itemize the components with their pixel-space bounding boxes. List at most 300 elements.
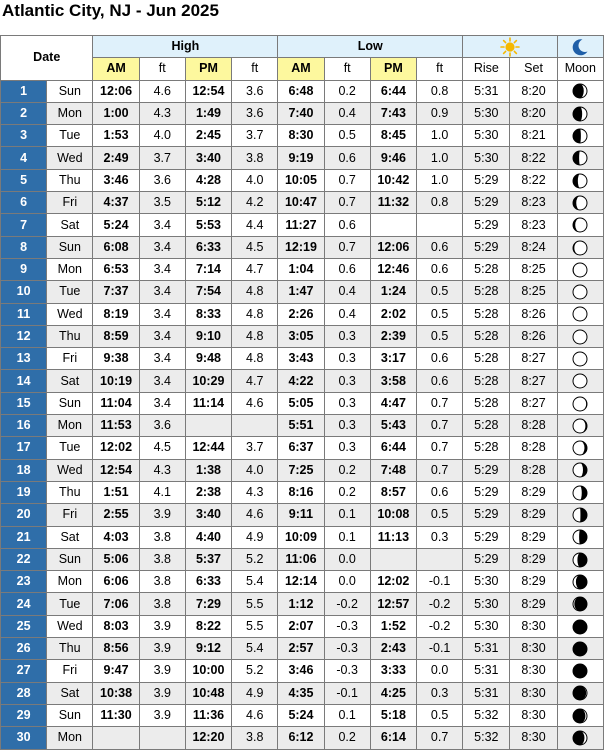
- low-am-time: 3:05: [278, 325, 324, 347]
- day-number: 11: [1, 303, 47, 325]
- low-pm-height: 0.3: [417, 526, 463, 548]
- low-am-height: 0.2: [324, 727, 370, 749]
- high-am-height: 3.4: [139, 370, 185, 392]
- low-am-time: 4:22: [278, 370, 324, 392]
- high-pm-time: 12:20: [185, 727, 231, 749]
- moon-phase-icon: [571, 618, 589, 636]
- high-am-time: 9:47: [93, 660, 139, 682]
- low-am-time: 3:43: [278, 348, 324, 370]
- sunrise: 5:30: [463, 571, 510, 593]
- high-am-time: 8:56: [93, 638, 139, 660]
- sunset: 8:25: [510, 258, 557, 280]
- low-pm-time: 3:33: [370, 660, 416, 682]
- header-moon: [557, 36, 603, 58]
- high-am-height: 3.9: [139, 682, 185, 704]
- low-am-height: -0.2: [324, 593, 370, 615]
- high-am-height: 3.9: [139, 660, 185, 682]
- high-pm-time: 4:28: [185, 169, 231, 191]
- weekday: Sun: [47, 236, 93, 258]
- moon-phase-icon: [571, 662, 589, 680]
- day-number: 16: [1, 415, 47, 437]
- high-am-height: 3.8: [139, 571, 185, 593]
- table-row: [1, 392, 604, 414]
- high-pm-time: 3:40: [185, 147, 231, 169]
- header-row-top: [1, 36, 604, 58]
- low-pm-height: -0.2: [417, 615, 463, 637]
- high-am-time: 6:08: [93, 236, 139, 258]
- low-pm-time: 2:43: [370, 638, 416, 660]
- moon-phase: [557, 727, 603, 749]
- table-row: [1, 481, 604, 503]
- sunset: 8:24: [510, 236, 557, 258]
- sunset: 8:30: [510, 615, 557, 637]
- day-number: 5: [1, 169, 47, 191]
- low-am-height: 0.6: [324, 258, 370, 280]
- high-am-height: 3.4: [139, 236, 185, 258]
- sunset: 8:30: [510, 704, 557, 726]
- moon-phase: [557, 638, 603, 660]
- high-am-height: 3.4: [139, 303, 185, 325]
- day-number: 29: [1, 704, 47, 726]
- sunset: 8:23: [510, 214, 557, 236]
- table-row: [1, 727, 604, 749]
- low-am-time: 5:24: [278, 704, 324, 726]
- low-pm-height: 0.9: [417, 102, 463, 124]
- high-am-time: 1:53: [93, 125, 139, 147]
- sunrise: 5:32: [463, 704, 510, 726]
- low-am-height: 0.5: [324, 125, 370, 147]
- low-pm-height: -0.1: [417, 638, 463, 660]
- high-pm-time: 10:29: [185, 370, 231, 392]
- table-row: [1, 169, 604, 191]
- day-number: 1: [1, 80, 47, 102]
- table-row: [1, 660, 604, 682]
- high-pm-height: 4.6: [232, 392, 278, 414]
- high-pm-time: 9:12: [185, 638, 231, 660]
- low-am-time: 5:05: [278, 392, 324, 414]
- weekday: Sat: [47, 214, 93, 236]
- moon-phase: [557, 147, 603, 169]
- high-pm-time: 10:48: [185, 682, 231, 704]
- high-pm-time: 2:45: [185, 125, 231, 147]
- day-number: 28: [1, 682, 47, 704]
- moon-phase-icon: [571, 707, 589, 725]
- day-number: 25: [1, 615, 47, 637]
- high-pm-height: 4.0: [232, 459, 278, 481]
- moon-phase-icon: [571, 305, 589, 323]
- sunrise: 5:31: [463, 80, 510, 102]
- high-am-time: 6:53: [93, 258, 139, 280]
- low-pm-time: 12:46: [370, 258, 416, 280]
- high-pm-height: 5.5: [232, 593, 278, 615]
- high-am-height: 3.5: [139, 192, 185, 214]
- low-pm-height: 1.0: [417, 147, 463, 169]
- low-am-height: 0.4: [324, 102, 370, 124]
- moon-phase: [557, 615, 603, 637]
- low-am-time: 12:19: [278, 236, 324, 258]
- high-pm-time: 7:54: [185, 281, 231, 303]
- high-am-height: 4.1: [139, 481, 185, 503]
- high-am-time: 12:54: [93, 459, 139, 481]
- weekday: Tue: [47, 125, 93, 147]
- low-am-time: 2:07: [278, 615, 324, 637]
- high-pm-height: 4.9: [232, 682, 278, 704]
- moon-phase: [557, 459, 603, 481]
- moon-phase-icon: [571, 172, 589, 190]
- low-am-time: 1:12: [278, 593, 324, 615]
- sunrise: 5:28: [463, 258, 510, 280]
- high-am-time: 12:06: [93, 80, 139, 102]
- high-am-height: 4.3: [139, 102, 185, 124]
- high-am-time: [93, 727, 139, 749]
- sunrise: 5:30: [463, 147, 510, 169]
- high-pm-height: 4.3: [232, 481, 278, 503]
- low-pm-height: 1.0: [417, 125, 463, 147]
- low-pm-time: 11:32: [370, 192, 416, 214]
- header-rise: Rise: [463, 58, 510, 80]
- moon-phase: [557, 192, 603, 214]
- high-am-height: 3.9: [139, 704, 185, 726]
- high-am-height: 3.4: [139, 214, 185, 236]
- table-row: [1, 571, 604, 593]
- low-am-height: 0.3: [324, 370, 370, 392]
- high-pm-height: 4.8: [232, 348, 278, 370]
- low-am-time: 11:06: [278, 548, 324, 570]
- weekday: Thu: [47, 169, 93, 191]
- moon-phase: [557, 281, 603, 303]
- low-am-time: 11:27: [278, 214, 324, 236]
- low-am-time: 2:57: [278, 638, 324, 660]
- moon-phase-icon: [571, 127, 589, 145]
- high-am-height: 3.6: [139, 415, 185, 437]
- weekday: Mon: [47, 571, 93, 593]
- table-row: [1, 459, 604, 481]
- low-pm-height: -0.2: [417, 593, 463, 615]
- day-number: 23: [1, 571, 47, 593]
- sunrise: 5:28: [463, 437, 510, 459]
- high-am-height: [139, 727, 185, 749]
- low-pm-height: 0.7: [417, 437, 463, 459]
- low-am-height: 0.3: [324, 437, 370, 459]
- moon-phase-icon: [571, 283, 589, 301]
- moon-phase-icon: [571, 640, 589, 658]
- low-pm-height: 0.5: [417, 325, 463, 347]
- moon-phase: [557, 303, 603, 325]
- high-am-time: 1:00: [93, 102, 139, 124]
- weekday: Wed: [47, 459, 93, 481]
- table-row: [1, 303, 604, 325]
- low-am-height: 0.1: [324, 504, 370, 526]
- low-pm-time: 10:42: [370, 169, 416, 191]
- low-am-time: 9:11: [278, 504, 324, 526]
- high-pm-height: 5.5: [232, 615, 278, 637]
- low-pm-height: 0.0: [417, 660, 463, 682]
- high-pm-time: 11:36: [185, 704, 231, 726]
- moon-phase: [557, 169, 603, 191]
- high-pm-height: 4.5: [232, 236, 278, 258]
- low-pm-time: 9:46: [370, 147, 416, 169]
- high-pm-height: 4.4: [232, 214, 278, 236]
- high-pm-time: 2:38: [185, 481, 231, 503]
- high-pm-time: 6:33: [185, 236, 231, 258]
- sunset: 8:30: [510, 682, 557, 704]
- high-am-height: 3.6: [139, 169, 185, 191]
- sunset: 8:27: [510, 370, 557, 392]
- high-am-height: 3.7: [139, 147, 185, 169]
- day-number: 15: [1, 392, 47, 414]
- day-number: 22: [1, 548, 47, 570]
- high-am-height: 4.6: [139, 80, 185, 102]
- high-am-height: 3.4: [139, 258, 185, 280]
- header-low-pm-ft: ft: [417, 58, 463, 80]
- weekday: Wed: [47, 303, 93, 325]
- weekday: Wed: [47, 615, 93, 637]
- low-pm-height: 0.5: [417, 303, 463, 325]
- sunset: 8:20: [510, 102, 557, 124]
- table-row: [1, 80, 604, 102]
- high-am-time: 9:38: [93, 348, 139, 370]
- low-pm-time: 6:44: [370, 80, 416, 102]
- low-pm-height: 0.3: [417, 682, 463, 704]
- sunset: 8:25: [510, 281, 557, 303]
- header-moon-label: Moon: [557, 58, 603, 80]
- moon-phase: [557, 704, 603, 726]
- header-high: High: [93, 36, 278, 58]
- moon-phase-icon: [571, 372, 589, 390]
- sunset: 8:28: [510, 415, 557, 437]
- moon-phase-icon: [571, 439, 589, 457]
- moon-phase-icon: [571, 239, 589, 257]
- header-low-am-ft: ft: [324, 58, 370, 80]
- high-am-time: 4:03: [93, 526, 139, 548]
- sunset: 8:29: [510, 526, 557, 548]
- high-pm-height: 4.8: [232, 303, 278, 325]
- low-pm-height: 0.7: [417, 415, 463, 437]
- table-row: [1, 370, 604, 392]
- sunrise: 5:31: [463, 638, 510, 660]
- moon-phase-icon: [571, 417, 589, 435]
- weekday: Fri: [47, 348, 93, 370]
- sunset: 8:29: [510, 504, 557, 526]
- weekday: Thu: [47, 481, 93, 503]
- high-pm-time: 10:00: [185, 660, 231, 682]
- high-pm-height: 5.2: [232, 660, 278, 682]
- weekday: Fri: [47, 660, 93, 682]
- high-am-time: 5:24: [93, 214, 139, 236]
- weekday: Sat: [47, 370, 93, 392]
- high-am-height: 3.9: [139, 615, 185, 637]
- high-am-height: 3.4: [139, 325, 185, 347]
- low-am-time: 10:47: [278, 192, 324, 214]
- low-am-height: 0.1: [324, 704, 370, 726]
- low-pm-time: 12:06: [370, 236, 416, 258]
- day-number: 2: [1, 102, 47, 124]
- low-pm-height: 0.6: [417, 236, 463, 258]
- high-pm-height: 5.2: [232, 548, 278, 570]
- page-title: Atlantic City, NJ - Jun 2025: [2, 1, 219, 20]
- high-pm-height: 4.8: [232, 281, 278, 303]
- sunrise: 5:29: [463, 481, 510, 503]
- sunset: 8:22: [510, 147, 557, 169]
- high-am-time: 8:19: [93, 303, 139, 325]
- high-am-time: 5:06: [93, 548, 139, 570]
- low-am-height: 0.7: [324, 236, 370, 258]
- high-am-height: 3.4: [139, 281, 185, 303]
- table-row: [1, 437, 604, 459]
- low-am-height: 0.6: [324, 147, 370, 169]
- low-pm-height: 0.5: [417, 504, 463, 526]
- moon-phase-icon: [571, 684, 589, 702]
- day-number: 19: [1, 481, 47, 503]
- low-pm-height: 0.6: [417, 481, 463, 503]
- header-high-pm: PM: [185, 58, 231, 80]
- low-pm-height: 0.5: [417, 704, 463, 726]
- low-am-height: 0.7: [324, 169, 370, 191]
- sunset: 8:26: [510, 325, 557, 347]
- low-am-height: 0.4: [324, 303, 370, 325]
- weekday: Fri: [47, 504, 93, 526]
- moon-phase-icon: [571, 194, 589, 212]
- weekday: Mon: [47, 102, 93, 124]
- low-am-time: 3:46: [278, 660, 324, 682]
- day-number: 4: [1, 147, 47, 169]
- weekday: Sat: [47, 526, 93, 548]
- low-am-time: 1:47: [278, 281, 324, 303]
- day-number: 13: [1, 348, 47, 370]
- low-pm-time: 6:44: [370, 437, 416, 459]
- moon-phase: [557, 325, 603, 347]
- high-am-time: 1:51: [93, 481, 139, 503]
- low-am-height: 0.6: [324, 214, 370, 236]
- table-row: [1, 214, 604, 236]
- low-am-height: -0.3: [324, 615, 370, 637]
- low-pm-time: 2:02: [370, 303, 416, 325]
- high-pm-time: 5:12: [185, 192, 231, 214]
- low-pm-time: 8:45: [370, 125, 416, 147]
- high-am-height: 3.4: [139, 392, 185, 414]
- table-row: [1, 638, 604, 660]
- header-high-am: AM: [93, 58, 139, 80]
- high-am-height: 3.8: [139, 593, 185, 615]
- sunrise: 5:31: [463, 660, 510, 682]
- high-pm-time: [185, 415, 231, 437]
- table-row: [1, 682, 604, 704]
- sunrise: 5:29: [463, 504, 510, 526]
- header-date: Date: [1, 36, 93, 81]
- high-pm-height: 4.7: [232, 258, 278, 280]
- sunrise: 5:28: [463, 281, 510, 303]
- low-pm-height: 0.6: [417, 370, 463, 392]
- high-am-time: 7:06: [93, 593, 139, 615]
- day-number: 12: [1, 325, 47, 347]
- moon-phase: [557, 437, 603, 459]
- low-pm-time: [370, 548, 416, 570]
- sunrise: 5:32: [463, 727, 510, 749]
- high-am-time: 10:38: [93, 682, 139, 704]
- sunrise: 5:29: [463, 169, 510, 191]
- high-pm-height: 5.4: [232, 571, 278, 593]
- sunset: 8:23: [510, 192, 557, 214]
- high-am-time: 8:03: [93, 615, 139, 637]
- header-low: Low: [278, 36, 463, 58]
- sunrise: 5:28: [463, 348, 510, 370]
- tide-table: [0, 35, 604, 750]
- low-pm-time: 11:13: [370, 526, 416, 548]
- moon-phase-icon: [571, 506, 589, 524]
- day-number: 24: [1, 593, 47, 615]
- sunset: 8:29: [510, 548, 557, 570]
- low-pm-time: 5:43: [370, 415, 416, 437]
- high-am-height: 4.3: [139, 459, 185, 481]
- low-pm-height: [417, 548, 463, 570]
- day-number: 17: [1, 437, 47, 459]
- table-row: [1, 415, 604, 437]
- day-number: 27: [1, 660, 47, 682]
- low-pm-time: 2:39: [370, 325, 416, 347]
- sunset: 8:30: [510, 638, 557, 660]
- low-am-height: 0.4: [324, 281, 370, 303]
- moon-phase: [557, 504, 603, 526]
- moon-phase-icon: [571, 395, 589, 413]
- high-am-height: 3.4: [139, 348, 185, 370]
- sunrise: 5:28: [463, 370, 510, 392]
- weekday: Tue: [47, 593, 93, 615]
- sunrise: 5:31: [463, 682, 510, 704]
- low-pm-time: 4:25: [370, 682, 416, 704]
- low-am-time: 1:04: [278, 258, 324, 280]
- moon-phase-icon: [571, 261, 589, 279]
- high-pm-height: 3.8: [232, 147, 278, 169]
- high-am-time: 12:02: [93, 437, 139, 459]
- moon-phase-icon: [571, 350, 589, 368]
- high-pm-height: 5.4: [232, 638, 278, 660]
- low-am-time: 7:25: [278, 459, 324, 481]
- weekday: Mon: [47, 727, 93, 749]
- low-am-height: -0.3: [324, 638, 370, 660]
- low-pm-time: 4:47: [370, 392, 416, 414]
- high-am-height: 3.8: [139, 548, 185, 570]
- high-am-time: 2:55: [93, 504, 139, 526]
- table-row: [1, 325, 604, 347]
- table-row: [1, 236, 604, 258]
- day-number: 30: [1, 727, 47, 749]
- moon-phase-icon: [571, 216, 589, 234]
- low-pm-time: 3:58: [370, 370, 416, 392]
- low-am-time: 10:09: [278, 526, 324, 548]
- moon-phase: [557, 392, 603, 414]
- high-pm-height: 4.7: [232, 370, 278, 392]
- low-am-height: -0.3: [324, 660, 370, 682]
- sunrise: 5:30: [463, 615, 510, 637]
- table-row: [1, 548, 604, 570]
- low-pm-height: 0.7: [417, 392, 463, 414]
- low-am-height: 0.0: [324, 548, 370, 570]
- moon-phase-icon: [571, 149, 589, 167]
- sunset: 8:28: [510, 437, 557, 459]
- low-pm-height: 0.7: [417, 459, 463, 481]
- moon-phase: [557, 214, 603, 236]
- moon-phase-icon: [571, 484, 589, 502]
- table-row: [1, 593, 604, 615]
- high-pm-time: 5:53: [185, 214, 231, 236]
- sunrise: 5:30: [463, 593, 510, 615]
- moon-phase: [557, 526, 603, 548]
- moon-phase: [557, 548, 603, 570]
- sunset: 8:29: [510, 481, 557, 503]
- sunset: 8:30: [510, 660, 557, 682]
- sunset: 8:27: [510, 392, 557, 414]
- day-number: 8: [1, 236, 47, 258]
